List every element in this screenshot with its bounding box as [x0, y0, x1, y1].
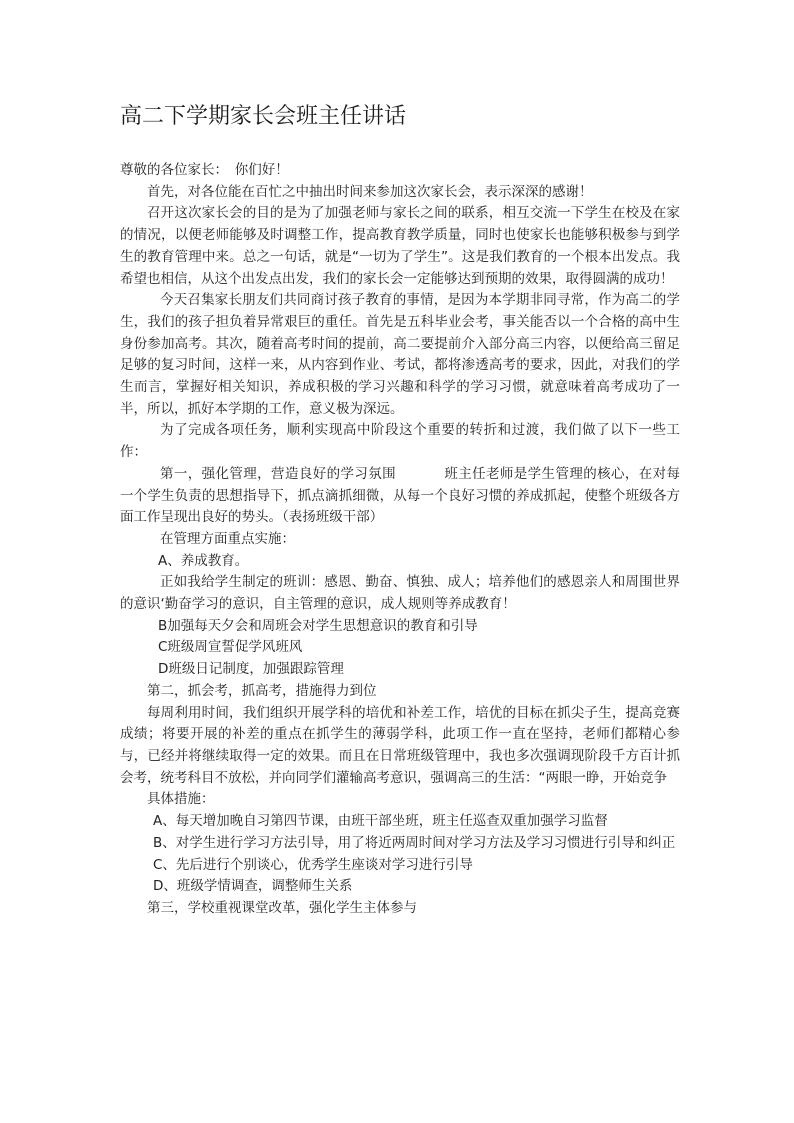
list-item-c: C班级周宣誓促学风班风	[158, 639, 303, 656]
section-second-heading: 第二，抓会考，抓高考，措施得力到位	[147, 682, 377, 699]
document-body	[120, 160, 680, 920]
paragraph-thanks: 首先，对各位能在百忙之中抽出时间来参加这次家长会，表示深深的感谢！	[147, 183, 593, 200]
section-third-heading: 第三，学校重视课堂改革，强化学生主体参与	[147, 899, 417, 916]
measure-c: C、先后进行个别谈心，优秀学生座谈对学习进行引导	[153, 856, 473, 873]
management-intro: 在管理方面重点实施：	[160, 530, 295, 547]
paragraph-weekly: 每周利用时间，我们组织开展学科的培优和补差工作，培优的目标在抓尖子生，提高竞赛成绩；将要开展的补差的重点在抓学生的薄弱学科，此项工作一直在坚持，老师们都精心参与，已经并将继续取得一定的效果。而且在日常班级管理中，我也多次强调现阶段千方百计抓会考，统考科目不放松，并向同学们灌输高考意识，强调高三的生活：“两眼一睁，开始竞争	[120, 704, 680, 786]
paragraph-today: 今天召集家长朋友们共同商讨孩子教育的事情，是因为本学期非同寻常，作为高二的学生，我们的孩子担负着异常艰巨的重任。首先是五科毕业会考，事关能否以一个合格的高中生身份参加高考。其次，随着高考时间的提前，高二要提前介入部分高三内容，以便给高三留足足够的复习时间，这样一来，从内容到作业、考试，都将渗透高考的要求，因此，对我们的学生而言，掌握好相关知识，养成积极的学习兴趣和科学的学习习惯，就意味着高考成功了一半，所以，抓好本学期的工作，意义极为深远。	[120, 292, 680, 417]
measure-d: D、班级学情调查，调整师生关系	[153, 878, 353, 895]
paragraph-motto: 正如我给学生制定的班训：感恩、勤奋、慎独、成人；培养他们的感恩亲人和周围世界的意识‘勤奋学习的意识，自主管理的意识，成人规则等养成教育！	[120, 574, 680, 613]
list-item-a: A、养成教育。	[158, 552, 249, 569]
document-title: 高二下学期家长会班主任讲话	[120, 104, 407, 129]
measure-a: A、每天增加晚自习第四节课，由班干部坐班，班主任巡查双重加强学习监督	[153, 813, 608, 830]
section-first-heading: 第一，强化管理，营造良好的学习氛围	[160, 465, 396, 482]
greeting: 尊敬的各位家长： 你们好！	[120, 162, 289, 178]
measures-label: 具体措施：	[147, 791, 215, 808]
measure-b: B、对学生进行学习方法引导，用了将近两周时间对学习方法及学习习惯进行引导和纠正	[153, 834, 676, 851]
paragraph-purpose: 召开这次家长会的目的是为了加强老师与家长之间的联系，相互交流一下学生在校及在家的情况，以便老师能够及时调整工作，提高教育教学质量，同时也使家长也能够积极参与到学生的教育管理中来。总之一句话，就是“一切为了学生”。这是我们教育的一个根本出发点。我希望也相信，从这个出发点出发，我们的家长会一定能够达到预期的效果，取得圆满的成功！	[120, 205, 680, 287]
section-first-text: 班主任老师是学生管理的核心，在对每一个学生负责的思想指导下，抓点滴抓细微，从每一个良好习惯的养成抓起，使整个班级各方面工作呈现出良好的势头。（表扬班级干部）	[120, 465, 680, 526]
section-first	[120, 464, 680, 529]
paragraph-tasks: 为了完成各项任务，顺利实现高中阶段这个重要的转折和过渡，我们做了以下一些工作：	[120, 422, 680, 461]
list-item-b: B加强每天夕会和周班会对学生思想意识的教育和引导	[158, 617, 478, 634]
list-item-d: D班级日记制度，加强跟踪管理	[158, 661, 344, 678]
